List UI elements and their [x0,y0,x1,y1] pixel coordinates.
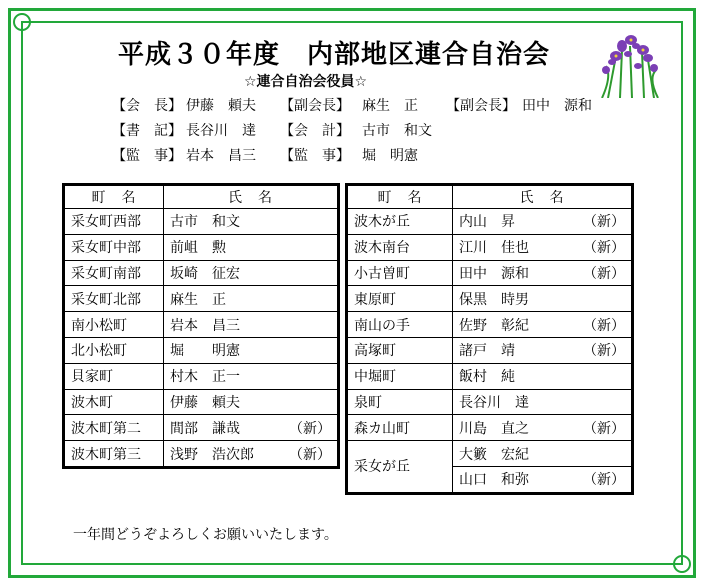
town-cell: 泉町 [347,389,453,415]
new-member-badge: （新） [583,343,625,360]
page-title: 平成３０年度 内部地区連合自治会 [118,40,551,70]
member-name: 飯村 純 [459,369,515,386]
iris-flower-icon [598,26,660,98]
town-cell: 中堀町 [347,363,453,389]
officer-name: 伊藤 頼夫 [186,98,256,114]
table-row [347,363,633,389]
name-cell [453,286,633,312]
name-cell [164,389,339,415]
officer-name: 田中 源和 [522,98,592,114]
table-row [347,209,633,235]
name-cell [164,260,339,286]
name-cell [164,363,339,389]
name-cell [164,312,339,338]
new-member-badge: （新） [583,472,625,489]
name-cell [164,209,339,235]
table-row [64,286,339,312]
table-row [347,234,633,260]
town-cell: 采女町西部 [64,209,164,235]
table-row [347,441,633,467]
town-cell: 波木町第三 [64,441,164,468]
town-cell: 南山の手 [347,312,453,338]
new-member-badge: （新） [289,446,331,463]
town-roster-left [62,183,340,469]
table-row [347,337,633,363]
name-cell [164,415,339,441]
town-cell: 小古曽町 [347,260,453,286]
member-name: 長谷川 達 [459,394,529,411]
officer-role: 【会 長】 [112,98,182,114]
column-header-name: 氏 名 [453,185,633,209]
table-row [64,363,339,389]
table-row [64,415,339,441]
table-row [347,312,633,338]
member-name: 佐野 彰紀 [459,317,529,334]
member-name: 堀 明憲 [170,343,240,360]
member-name: 間部 謙哉 [170,420,240,437]
table-row [64,389,339,415]
table-header-row [64,185,339,209]
table-row [347,260,633,286]
new-member-badge: （新） [583,265,625,282]
member-name: 山口 和弥 [459,472,529,489]
member-name: 岩本 昌三 [170,317,240,334]
officer-name: 長谷川 達 [186,123,256,139]
town-cell: 南小松町 [64,312,164,338]
town-cell: 貝家町 [64,363,164,389]
name-cell [453,337,633,363]
officer-role: 【書 記】 [112,123,182,139]
table-header-row [347,185,633,209]
town-cell: 東原町 [347,286,453,312]
town-cell: 采女町南部 [64,260,164,286]
member-name: 前岨 勲 [170,240,226,257]
officer-role: 【会 計】 [280,123,350,139]
name-cell [453,312,633,338]
town-cell: 采女町北部 [64,286,164,312]
name-cell [453,441,633,467]
officers-heading: ☆連合自治会役員☆ [244,74,368,90]
member-name: 浅野 浩次郎 [170,446,254,463]
column-header-town: 町 名 [64,185,164,209]
new-member-badge: （新） [583,214,625,231]
name-cell [453,363,633,389]
name-cell [164,337,339,363]
member-name: 坂崎 征宏 [170,265,240,282]
member-name: 麻生 正 [170,291,226,308]
closing-message: 一年間どうぞよろしくお願いいたします。 [73,527,338,543]
name-cell [164,441,339,468]
name-cell [164,234,339,260]
name-cell [453,466,633,493]
officer-role: 【副会長】 [446,98,516,114]
town-cell: 采女が丘 [347,441,453,494]
table-row [64,441,339,468]
name-cell [453,260,633,286]
name-cell [453,209,633,235]
member-name: 川島 直之 [459,420,529,437]
town-cell: 采女町中部 [64,234,164,260]
officer-role: 【監 事】 [112,148,182,164]
town-cell: 波木町 [64,389,164,415]
town-roster-right [345,183,634,495]
town-cell: 北小松町 [64,337,164,363]
column-header-town: 町 名 [347,185,453,209]
name-cell [164,286,339,312]
officer-name: 麻生 正 [362,98,418,114]
table-row [347,389,633,415]
member-name: 内山 昇 [459,214,515,231]
member-name: 江川 佳也 [459,240,529,257]
town-cell: 波木南台 [347,234,453,260]
name-cell [453,234,633,260]
officer-role: 【監 事】 [280,148,350,164]
table-row [64,312,339,338]
member-name: 伊藤 頼夫 [170,394,240,411]
member-name: 諸戸 靖 [459,343,515,360]
officer-name: 古市 和文 [362,123,432,139]
member-name: 村木 正一 [170,369,240,386]
officer-name: 岩本 昌三 [186,148,256,164]
member-name: 保黒 時男 [459,291,529,308]
new-member-badge: （新） [583,317,625,334]
town-cell: 高塚町 [347,337,453,363]
officer-name: 堀 明憲 [362,148,418,164]
table-row [347,286,633,312]
table-row [64,260,339,286]
town-cell: 波木町第二 [64,415,164,441]
name-cell [453,415,633,441]
officer-role: 【副会長】 [280,98,350,114]
table-row [64,337,339,363]
new-member-badge: （新） [289,420,331,437]
table-row [64,234,339,260]
town-cell: 森カ山町 [347,415,453,441]
table-row [347,415,633,441]
member-name: 田中 源和 [459,265,529,282]
new-member-badge: （新） [583,420,625,437]
member-name: 古市 和文 [170,214,240,231]
table-row [64,209,339,235]
town-cell: 波木が丘 [347,209,453,235]
new-member-badge: （新） [583,240,625,257]
column-header-name: 氏 名 [164,185,339,209]
name-cell [453,389,633,415]
member-name: 大籔 宏紀 [459,446,529,463]
